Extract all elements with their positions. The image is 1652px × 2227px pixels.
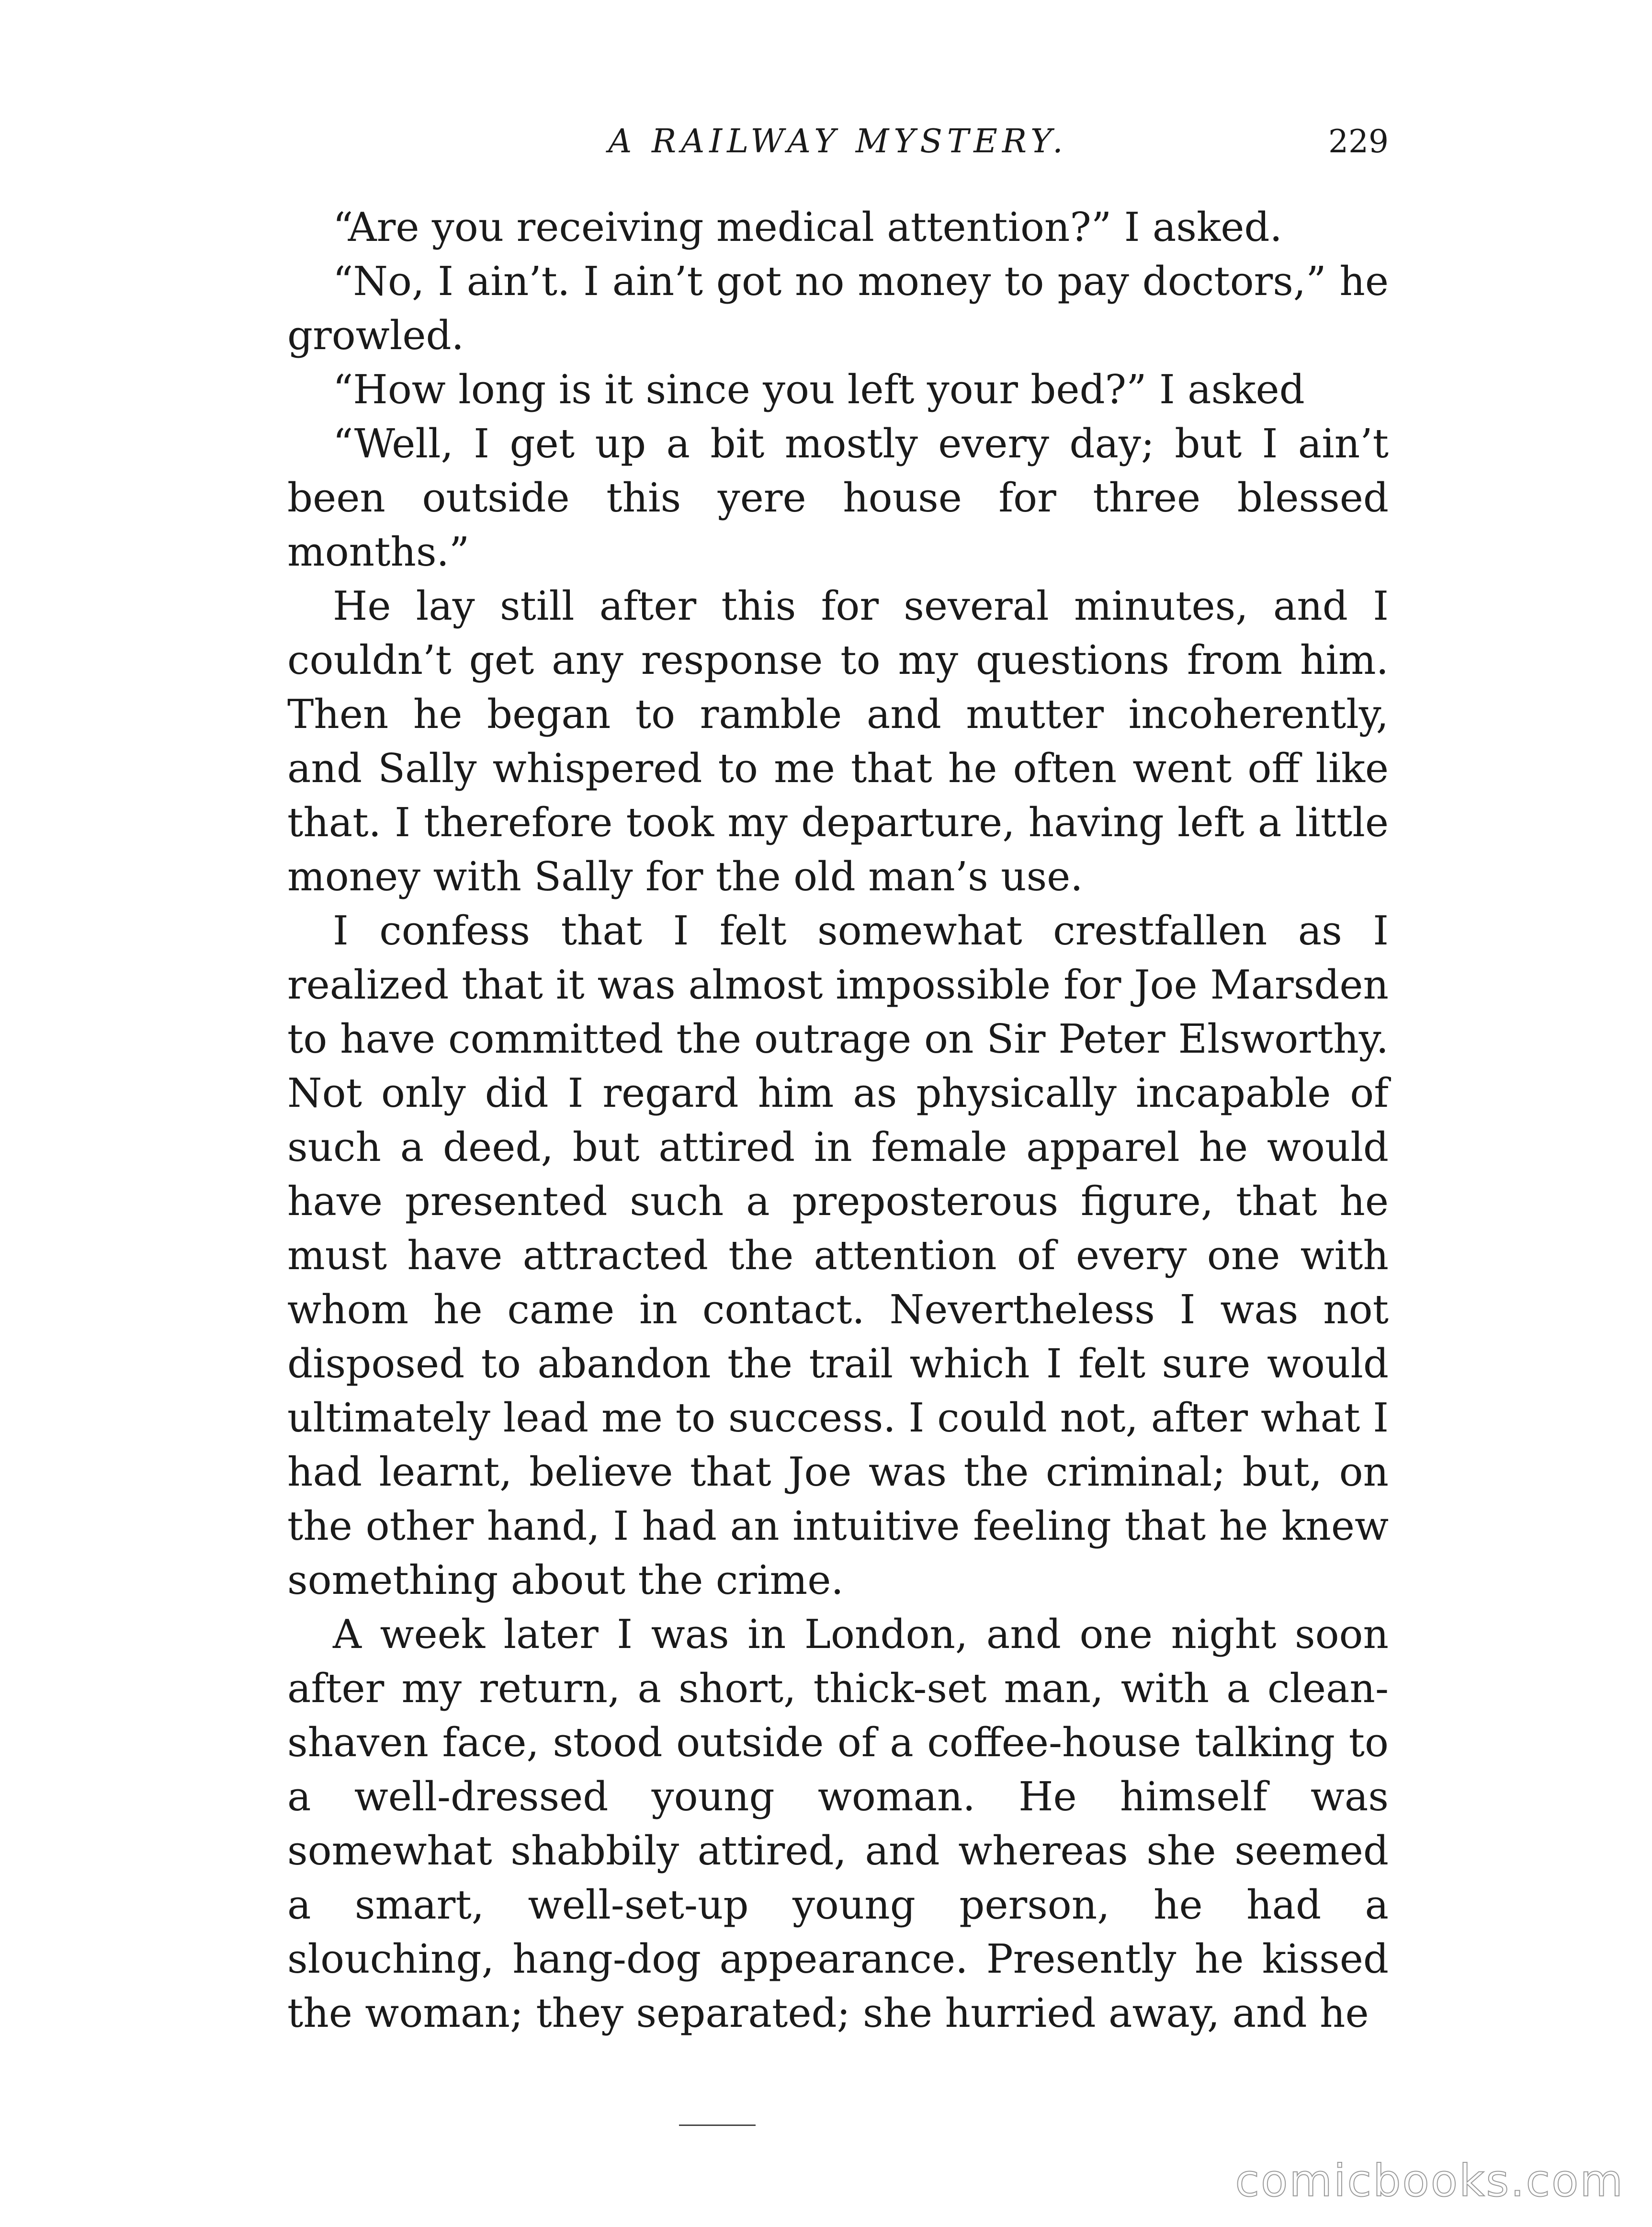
watermark: comicbooks.com [1235,2155,1624,2206]
page-number: 229 [1328,123,1389,160]
paragraph: “How long is it since you left your bed?” I asked [333,366,1305,413]
body-text [287,200,1389,2040]
running-title: A RAILWAY MYSTERY. [608,123,1068,160]
footer-rule [679,2125,756,2126]
running-head [287,113,1389,170]
paragraph: A week later I was in London, and one night soon after my return, a short, thick-set man, with a clean-shaven face, stood outside of a coffee-house talking to a well-dressed young woman. He himself was somewhat shabbily attired, and whereas she seemed a smart, well-set-up young person, he had a slouching, hang-dog appearance. Presently he kissed the woman; they separated; she hurried away, and he [287,1611,1389,2036]
paragraph: He lay still after this for several minutes, and I couldn’t get any response to my questions from him. Then he began to ramble and mutter incoherently, and Sally whispered to me that he often went off like that. I therefore took my departure, having left a little money with Sally for the old man’s use. [287,583,1389,900]
paragraph: “Well, I get up a bit mostly every day; but I ain’t been outside this yere house for three blessed months.” [287,420,1389,575]
paragraph: “Are you receiving medical attention?” I asked. [333,204,1282,250]
paragraph: “No, I ain’t. I ain’t got no money to pay doctors,” he growled. [287,258,1389,359]
paragraph: I confess that I felt somewhat crestfallen as I realized that it was almost impossible for Joe Marsden to have committed the outrage on Sir Peter Elsworthy. Not only did I regard him as physically incapable of such a deed, but attired in female apparel he would have presented such a preposterous figure, that he must have attracted the attention of every one with whom he came in contact. Nevertheless I was not disposed to abandon the trail which I felt sure would ultimately lead me to success. I could not, after what I had learnt, believe that Joe was the criminal; but, on the other hand, I had an intuitive feeling that he knew something about the crime. [287,908,1389,1603]
